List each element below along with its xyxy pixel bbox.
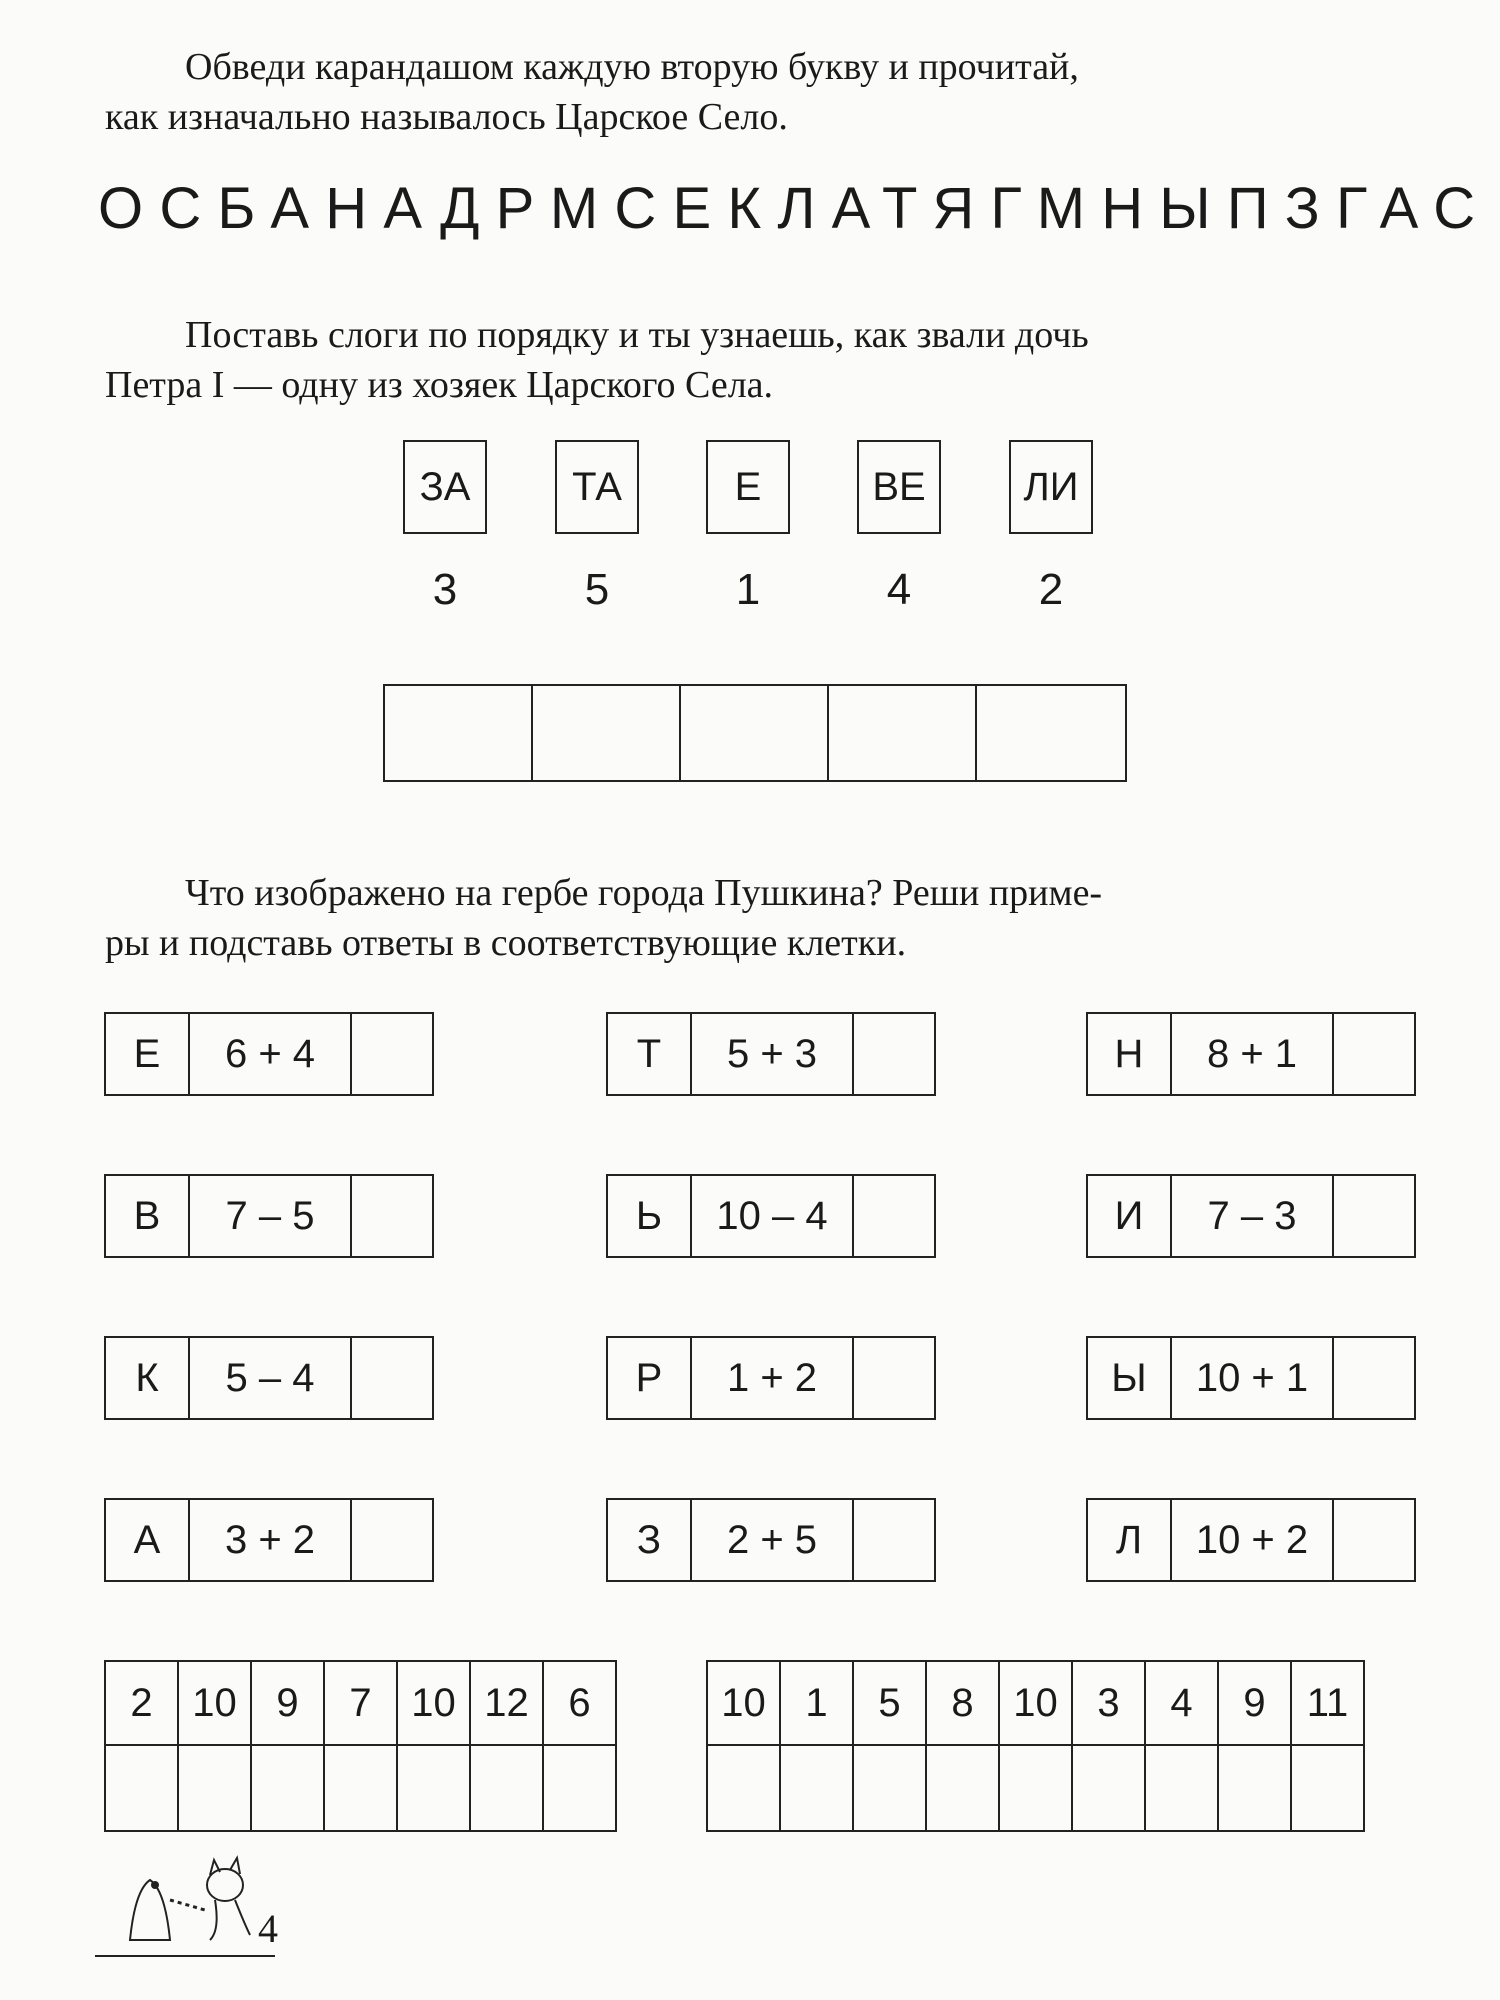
answer-cell[interactable] (679, 684, 829, 782)
example-answer-cell[interactable] (350, 1012, 434, 1096)
example-letter: Т (606, 1012, 692, 1096)
code-letter-cell[interactable] (396, 1744, 471, 1832)
code-letter-cell[interactable] (706, 1744, 781, 1832)
example-letter: Е (104, 1012, 190, 1096)
syllable-box: ТА (555, 440, 639, 534)
example-expression: 10 – 4 (690, 1174, 854, 1258)
example-expression: 8 + 1 (1170, 1012, 1334, 1096)
example-answer-cell[interactable] (852, 1012, 936, 1096)
example-letter: З (606, 1498, 692, 1582)
code-number-cell: 10 (998, 1660, 1073, 1746)
example-answer-cell[interactable] (350, 1336, 434, 1420)
task1-instruction (105, 42, 1405, 142)
code-letter-cell[interactable] (177, 1744, 252, 1832)
example-expression: 2 + 5 (690, 1498, 854, 1582)
syllable-order-number: 4 (886, 565, 912, 614)
letter-sequence: ОСБАНАДРМСЕКЛАТЯГМНЫПЗГАС (98, 176, 1492, 241)
task1-line2: как изначально называлось Царское Село. (105, 96, 788, 138)
example-letter: Ь (606, 1174, 692, 1258)
example-letter: К (104, 1336, 190, 1420)
code-number-cell: 9 (250, 1660, 325, 1746)
code-number-cell: 5 (852, 1660, 927, 1746)
example-answer-cell[interactable] (852, 1174, 936, 1258)
syllable-order-number: 1 (735, 565, 761, 614)
example-expression: 10 + 2 (1170, 1498, 1334, 1582)
code-letter-cell[interactable] (104, 1744, 179, 1832)
answer-cell[interactable] (975, 684, 1127, 782)
code-number-cell: 4 (1144, 1660, 1219, 1746)
example-letter: В (104, 1174, 190, 1258)
code-number-cell: 10 (177, 1660, 252, 1746)
example-expression: 10 + 1 (1170, 1336, 1334, 1420)
example-expression: 6 + 4 (188, 1012, 352, 1096)
example-letter: Р (606, 1336, 692, 1420)
example-answer-cell[interactable] (1332, 1174, 1416, 1258)
code-number-cell: 9 (1217, 1660, 1292, 1746)
task1-line1: Обведи карандашом каждую вторую букву и прочитай, (185, 46, 1079, 88)
code-number-cell: 7 (323, 1660, 398, 1746)
code-number-cell: 8 (925, 1660, 1000, 1746)
code-letter-cell[interactable] (1217, 1744, 1292, 1832)
code-number-cell: 2 (104, 1660, 179, 1746)
answer-cell[interactable] (383, 684, 533, 782)
task2-line2: Петра I — одну из хозяек Царского Села. (105, 364, 774, 406)
example-letter: Ы (1086, 1336, 1172, 1420)
example-expression: 7 – 5 (188, 1174, 352, 1258)
example-expression: 5 – 4 (188, 1336, 352, 1420)
example-expression: 1 + 2 (690, 1336, 854, 1420)
example-letter: Н (1086, 1012, 1172, 1096)
code-number-cell: 10 (396, 1660, 471, 1746)
code-letter-cell[interactable] (1290, 1744, 1365, 1832)
task2-instruction (105, 310, 1405, 410)
syllable-box: Е (706, 440, 790, 534)
syllable-box: ЛИ (1009, 440, 1093, 534)
code-letter-cell[interactable] (1144, 1744, 1219, 1832)
example-answer-cell[interactable] (852, 1336, 936, 1420)
example-answer-cell[interactable] (852, 1498, 936, 1582)
task2-line1: Поставь слоги по порядку и ты узнаешь, как звали дочь (185, 314, 1089, 356)
syllable-order-number: 2 (1038, 565, 1064, 614)
example-expression: 3 + 2 (188, 1498, 352, 1582)
task3-instruction (105, 868, 1405, 968)
task3-line1: Что изображено на гербе города Пушкина? Реши приме- (185, 872, 1103, 914)
code-letter-cell[interactable] (852, 1744, 927, 1832)
example-answer-cell[interactable] (1332, 1336, 1416, 1420)
code-letter-cell[interactable] (779, 1744, 854, 1832)
code-letter-cell[interactable] (323, 1744, 398, 1832)
syllable-box: ВЕ (857, 440, 941, 534)
example-letter: И (1086, 1174, 1172, 1258)
code-letter-cell[interactable] (1071, 1744, 1146, 1832)
code-number-cell: 10 (706, 1660, 781, 1746)
code-letter-cell[interactable] (925, 1744, 1000, 1832)
code-number-cell: 6 (542, 1660, 617, 1746)
code-number-cell: 3 (1071, 1660, 1146, 1746)
code-letter-cell[interactable] (250, 1744, 325, 1832)
code-letter-cell[interactable] (469, 1744, 544, 1832)
example-answer-cell[interactable] (350, 1174, 434, 1258)
example-answer-cell[interactable] (1332, 1498, 1416, 1582)
example-expression: 5 + 3 (690, 1012, 854, 1096)
code-number-cell: 11 (1290, 1660, 1365, 1746)
page-number: 4 (258, 1906, 278, 1951)
page-rule (95, 1955, 275, 1957)
code-number-cell: 12 (469, 1660, 544, 1746)
syllable-box: ЗА (403, 440, 487, 534)
example-answer-cell[interactable] (1332, 1012, 1416, 1096)
answer-cell[interactable] (531, 684, 681, 782)
task3-line2: ры и подставь ответы в соответствующие клетки. (105, 922, 907, 964)
example-letter: Л (1086, 1498, 1172, 1582)
code-number-cell: 1 (779, 1660, 854, 1746)
example-expression: 7 – 3 (1170, 1174, 1334, 1258)
example-answer-cell[interactable] (350, 1498, 434, 1582)
code-letter-cell[interactable] (998, 1744, 1073, 1832)
cat-illustration (110, 1840, 260, 1950)
code-letter-cell[interactable] (542, 1744, 617, 1832)
syllable-order-number: 3 (432, 565, 458, 614)
example-letter: А (104, 1498, 190, 1582)
syllable-order-number: 5 (584, 565, 610, 614)
answer-cell[interactable] (827, 684, 977, 782)
